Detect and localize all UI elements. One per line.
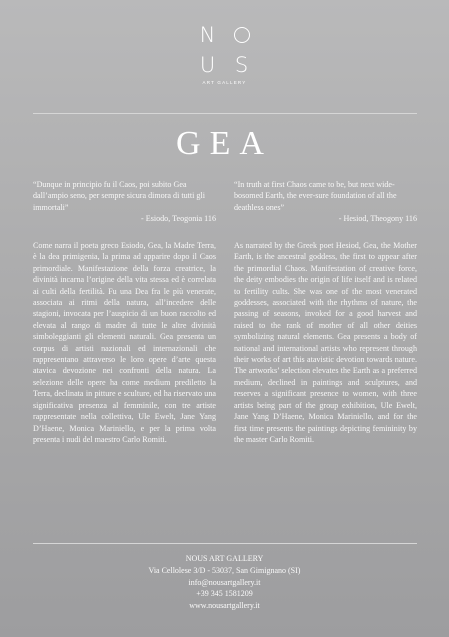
logo-subtitle: ART GALLERY [202,80,247,85]
footer-phone[interactable]: +39 345 1581209 [196,589,253,599]
logo-row-top [0,22,449,48]
italian-body: Come narra il poeta greco Esiodo, Gea, la Madre Terra, è la dea primigenia, la prima ad apparire dopo il Caos primordiale. Manifestazione della forza creatrice, la divinità incarna l’origine della vita stessa ed è correlata ai culti della fertilità. Fu una Dea fra le più venerate, associata ai ritmi della natura, all’incedere delle stagioni, invocata per l’auspicio di un buon raccolto ed elevata al rango di madre di tutte le altre divinità simboleggianti gli elementi naturali. Gea presenta un corpus di artisti nazionali ed internazionali che rappresentano attraverso le loro opere d’arte questa atavica devozione nei confronti della natura. La selezione delle opere ha come medium prediletto la Terra, declinata in pitture e sculture, ed ha riservato una significativa presenza al femminile, con tre artiste rappresentate nella collettiva, Ule Ewelt, Jane Yang D’Haene, Monica Mariniello, e per la prima volta presenta i nudi del maestro Carlo Romiti. [33,241,216,444]
english-quote: “In truth at first Chaos came to be, but next wide-bosomed Earth, the ever-sure foundation of all the deathless ones” [234,180,397,212]
page-title: GEA [176,125,273,162]
footer-address: Via Cellolese 3/D - 53037, San Gimignano (SI) [148,565,301,575]
italian-quote-block [33,179,216,225]
footer-website[interactable]: www.nousartgallery.it [189,601,260,611]
footer [0,553,449,612]
italian-attribution: - Esiodo, Teogonia 116 [141,214,216,224]
english-quote-block [234,179,417,225]
logo-letter-n: N [199,23,216,47]
english-body: As narrated by the Greek poet Hesiod, Gea, the Mother Earth, is the ancestral goddess, the first to appear after the primordial Chaos. Manifestation of creative force, the deity embodies the origin of life itself and is related to fertility cults. She was one of the most venerated goddesses, associated with the rhythms of nature, the passing of seasons, invoked for a good harvest and raised to the rank of mother of all other deities symbolizing natural elements. Gea presents a body of national and international artists who represent through their works of art this atavistic devotion towards nature. The artworks’ selection elevates the Earth as a preferred medium, declined in paintings and sculptures, and reserves a significant presence to women, with three artists being part of the group exhibition, Ule Ewelt, Jane Yang D’Haene, Monica Mariniello, and for the first time presents the paintings depicting femininity by the master Carlo Romiti. [234,241,417,444]
italian-quote: “Dunque in principio fu il Caos, poi subito Gea dall’ampio seno, per sempre sicura dimora di tutti gli immortali” [33,180,205,212]
logo-row-bottom [0,52,449,78]
footer-email[interactable]: info@nousartgallery.it [188,577,261,587]
logo-circle-icon [234,27,250,43]
logo-letter-s: S [234,53,249,77]
logo-letter-u: U [199,53,216,77]
english-attribution: - Hesiod, Theogony 116 [338,214,417,224]
gallery-logo [0,22,449,85]
footer-gallery-name: NOUS ART GALLERY [185,554,264,563]
bottom-divider [33,543,417,544]
top-divider [33,113,417,114]
